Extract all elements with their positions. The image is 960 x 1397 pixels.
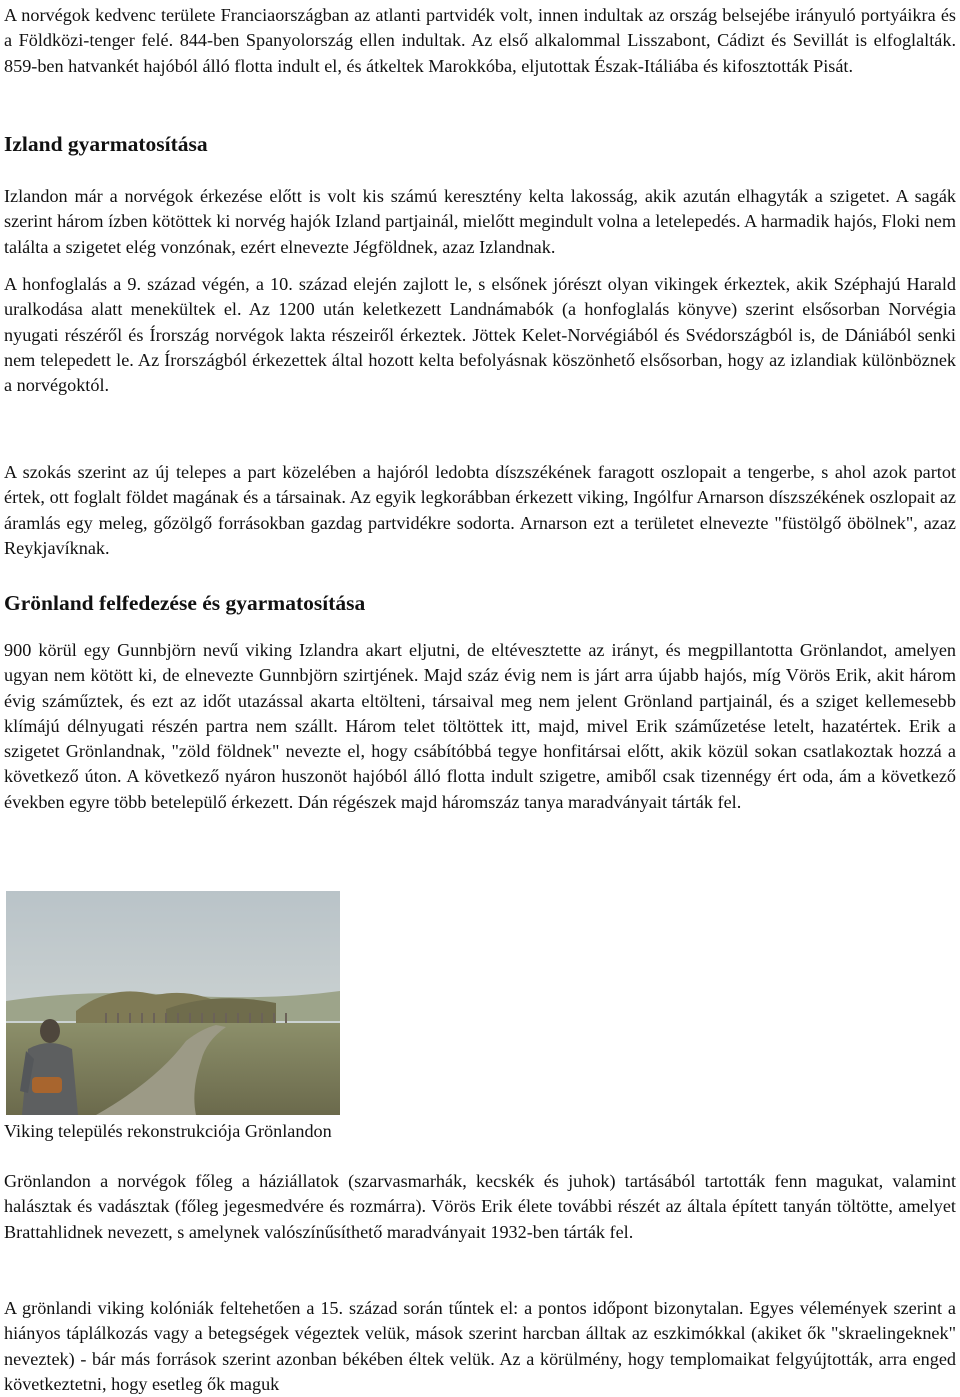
- viking-settlement-photo: [6, 891, 340, 1115]
- section-heading-greenland: Grönland felfedezése és gyarmatosítása: [4, 591, 366, 615]
- iceland-paragraph-2: A honfoglalás a 9. század végén, a 10. század elején zajlott le, s elsőnek jórészt olyan vikingek érkeztek, akik Széphajú Harald uralkodása alatt menekültek el. Az 1200 után keletkezett Landnámabók (a honfoglalás könyve) szerint elsősorban Norvégia nyugati részéről és Írország norvégok lakta részeiről érkeztek. Jöttek Kelet-Norvégiából és Svédországból is, de Dániából senki nem telepedett le. Az Írországból érkezettek által hozott kelta befolyásnak köszönhető elsősorban, hogy az izlandiak különböznek a norvégoktól.: [4, 274, 956, 396]
- intro-paragraph: A norvégok kedvenc területe Franciaországban az atlanti partvidék volt, innen indultak az ország belsejébe irányuló portyáikra és a Földközi-tenger felé. 844-ben Spanyolország ellen indultak. Az első alkalommal Lisszabont, Cádizt és Sevillát is elfoglalták. 859-ben hatvankét hajóból álló flotta indult el, és átkeltek Marokkóba, eljutottak Észak-Itáliába és kifosztották Pisát.: [4, 5, 956, 76]
- greenland-paragraph-3: A grönlandi viking kolóniák feltehetően a 15. század során tűntek el: a pontos időpont bizonytalan. Egyes vélemények szerint a hiányos táplálkozás vagy a betegségek végeztek velük, mások szerint harcban álltak az eszkimókkal (akiket ők "skraelingeknek" neveztek) - bár más források szerint azonban békében éltek velük. Az a körülmény, hogy templomaikat felgyújtották, arra enged következtetni, hogy esetleg ők maguk: [4, 1298, 956, 1394]
- greenland-paragraph-1: 900 körül egy Gunnbjörn nevű viking Izlandra akart eljutni, de eltévesztette az irányt, és megpillantotta Grönlandot, amelyen ugyan nem kötött ki, de elnevezte Gunnbjörn szirtjének. Majd száz évig nem is járt arra újabb hajós, míg Vörös Erik, akit három évig száműztek, és ezt az időt utazással akarta eltölteni, társaival meg nem jelent Grönland partjainál, és a sziget kellemesebb klímájú délnyugati részén partra nem szállt. Három telet töltöttek itt, majd, mivel Erik száműzetése letelt, hazatértek. Erik a szigetet Grönlandnak, "zöld földnek" nevezte el, hogy csábítóbbá tegye honfitársai előtt, akik közül sokan csatlakoztak hozzá a következő úton. A következő nyáron huszonöt hajóból álló flotta indult szigetre, amiből csak tizennégy ért oda, ám a következő években egyre több betelepülő érkezett. Dán régészek majd háromszáz tanya maradványait tárták fel.: [4, 640, 956, 812]
- photo-caption: Viking település rekonstrukciója Grönlandon: [4, 1121, 332, 1141]
- iceland-paragraph-1: Izlandon már a norvégok érkezése előtt is volt kis számú keresztény kelta lakosság, akik azután elhagyták a szigetet. A sagák szerint három ízben kötöttek ki norvég hajók Izland partjainál, mielőtt megindult volna a letelepedés. A harmadik hajós, Floki nem találta a szigetet elég vonzónak, ezért elnevezte Jégföldnek, azaz Izlandnak.: [4, 186, 956, 257]
- section-heading-iceland: Izland gyarmatosítása: [4, 132, 208, 156]
- iceland-paragraph-3: A szokás szerint az új telepes a part közelében a hajóról ledobta díszszékének faragott oszlopait a tengerbe, s ahol azok partot értek, ott foglalt földet magának és a társainak. Az egyik legkorábban érkezett viking, Ingólfur Arnarson díszszékének oszlopait az áramlás egy meleg, gőzölgő forrásokban gazdag partvidékre sodorta. Arnarson ezt a területet elnevezte "füstölgő öbölnek", azaz Reykjavíknak.: [4, 462, 956, 558]
- greenland-paragraph-2: Grönlandon a norvégok főleg a háziállatok (szarvasmarhák, kecskék és juhok) tartásából tartották fenn magukat, valamint halásztak és vadásztak (főleg jegesmedvére és rozmárra). Vörös Erik élete további részét az általa épített tanyán töltötte, amelyet Brattahlidnek nevezett, s amelynek valószínűsíthető maradványait 1932-ben tárták fel.: [4, 1171, 956, 1242]
